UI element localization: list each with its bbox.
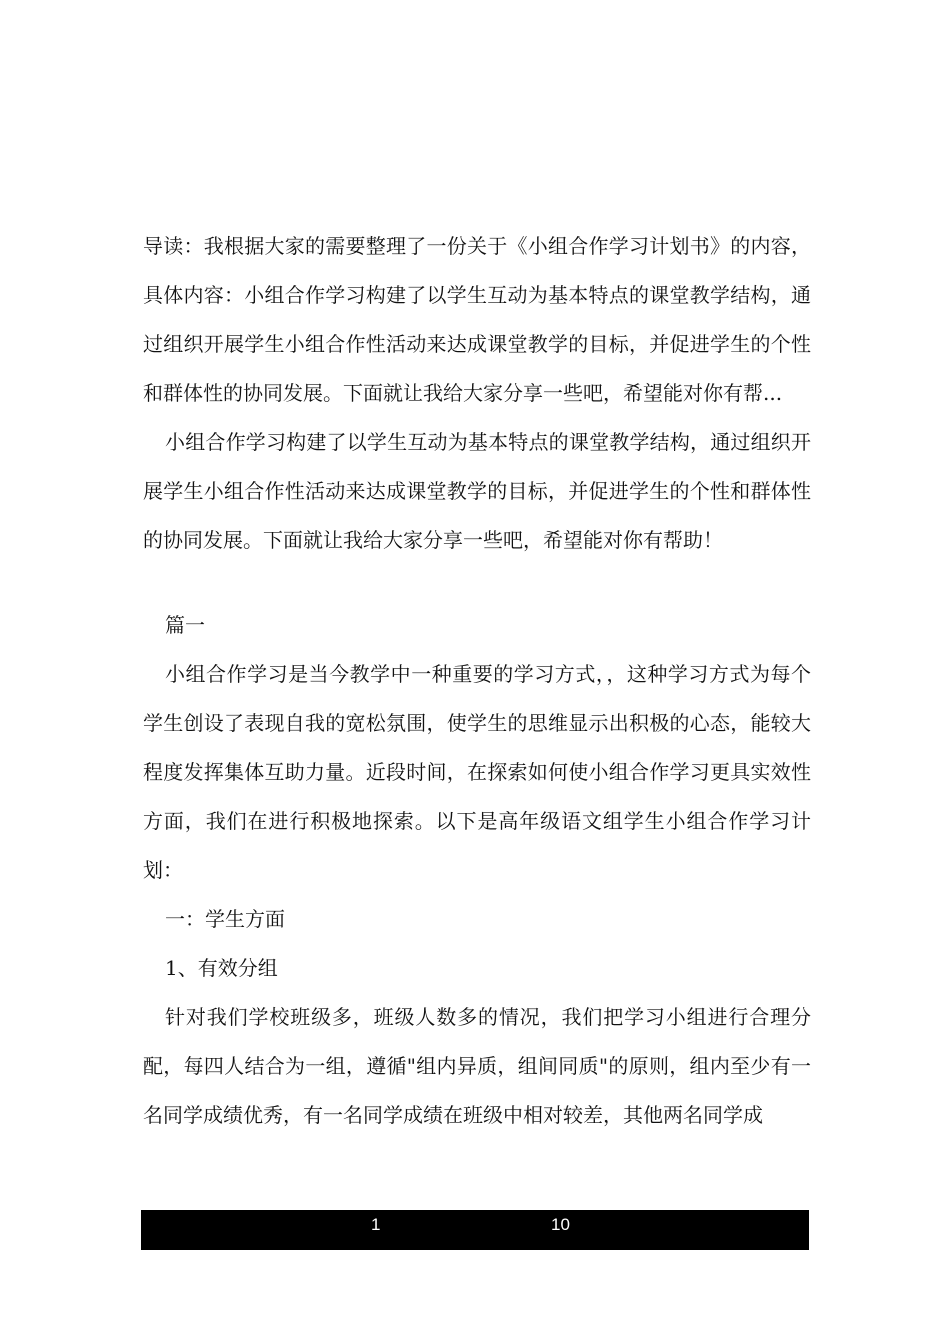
document-body (143, 222, 811, 1140)
page-footer (141, 1210, 809, 1250)
heading-students: 一：学生方面 (165, 907, 285, 931)
intro-paragraph: 导读：我根据大家的需要整理了一份关于《小组合作学习计划书》的内容，具体内容：小组合作学习构建了以学生互动为基本特点的课堂教学结构，通过组织开展学生小组合作性活动来达成课堂教学的目标，并促进学生的个性和群体性的协同发展。下面就让我给大家分享一些吧，希望能对你有帮... (143, 234, 811, 405)
heading-effective-grouping: 1、有效分组 (165, 956, 278, 980)
page-number: 1 (371, 1215, 381, 1234)
total-pages: 10 (551, 1215, 570, 1234)
section-paragraph: 小组合作学习是当今教学中一种重要的学习方式，，这种学习方式为每个学生创设了表现自我的宽松氛围，使学生的思维显示出积极的心态，能较大程度发挥集体互助力量。近段时间，在探索如何使小组合作学习更具实效性方面，我们在进行积极地探索。以下是高年级语文组学生小组合作学习计划： (143, 662, 811, 882)
paragraph-spacer (143, 565, 811, 601)
summary-paragraph: 小组合作学习构建了以学生互动为基本特点的课堂教学结构，通过组织开展学生小组合作性活动来达成课堂教学的目标，并促进学生的个性和群体性的协同发展。下面就让我给大家分享一些吧，希望能对你有帮助！ (143, 430, 811, 552)
grouping-paragraph: 针对我们学校班级多，班级人数多的情况，我们把学习小组进行合理分配，每四人结合为一组，遵循"组内异质，组间同质"的原则，组内至少有一名同学成绩优秀，有一名同学成绩在班级中相对较差，其他两名同学成 (143, 1005, 811, 1127)
section-title: 篇一 (165, 613, 205, 637)
